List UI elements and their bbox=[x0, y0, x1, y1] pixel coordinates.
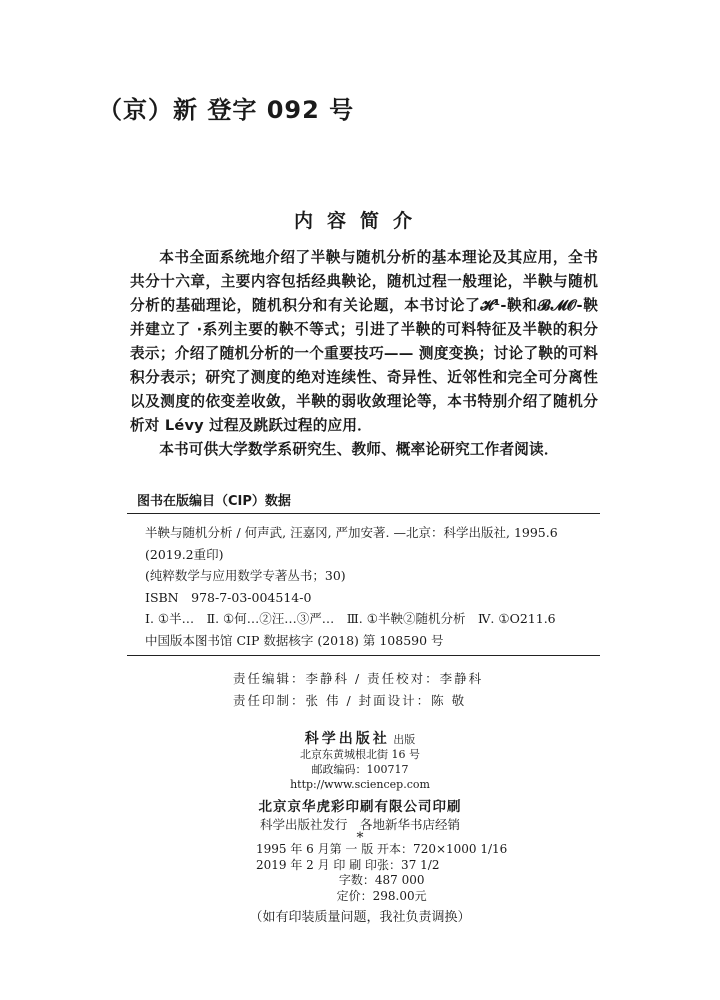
word-count: 字数：487 000 bbox=[338, 873, 425, 887]
cip-line: ISBN 978-7-03-004514-0 bbox=[145, 589, 312, 605]
registration-number: （京）新 登字 092 号 bbox=[98, 96, 355, 124]
cip-data-block bbox=[127, 490, 600, 656]
edition-line: 2019 年 2 月 印 刷 印张：37 1/2 bbox=[256, 857, 440, 872]
editor-credits bbox=[233, 668, 483, 712]
publisher-postcode: 邮政编码：100717 bbox=[311, 763, 409, 776]
edition-line: 1995 年 6 月第 一 版 开本：720×1000 1/16 bbox=[256, 842, 508, 856]
cip-line: (2019.2重印) bbox=[145, 546, 224, 562]
printer-name: 北京京华虎彩印刷有限公司印刷 bbox=[258, 799, 462, 815]
publisher-address: 北京东黄城根北街 16 号 bbox=[300, 748, 420, 761]
cip-line: Ⅰ. ①半… Ⅱ. ①何…②汪…③严… Ⅲ. ①半鞅②随机分析 Ⅳ. ①O211.6 bbox=[145, 611, 556, 626]
returns-note: （如有印装质量问题，我社负责调换） bbox=[249, 910, 471, 925]
publisher-name: 科学出版社 bbox=[304, 731, 390, 747]
separator-star: * bbox=[356, 830, 364, 846]
section-title: 内容简介 bbox=[293, 210, 426, 232]
distribution-line: 科学出版社发行 各地新华书店经销 bbox=[259, 817, 460, 832]
publisher-name-line bbox=[0, 732, 720, 747]
editor-line: 责任编辑：李静科 / 责任校对：李静科 bbox=[233, 671, 484, 686]
cip-lines bbox=[127, 514, 600, 656]
summary-paragraph: 本书全面系统地介绍了半鞅与随机分析的基本理论及其应用，全书共分十六章，主要内容包括经典鞅论，随机过程一般理论，半鞅与随机分析的基础理论，随机积分和有关论题，本书讨论了𝓗¹-鞅和𝓑𝓜𝓞-鞅并建立了 ·系列主要的鞅不等式；引进了半鞅的可料特征及半鞅的积分表示；介绍了随机分析的一个重要技巧—— 测度变换；讨论了鞅的可料积分表示；研究了测度的绝对连续性、奇异性、近邻性和完全可分离性以及测度的依变差收敛，半鞅的弱收敛理论等，本书特别介绍了随机分析对 Lévy 过程及跳跃过程的应用． bbox=[130, 249, 598, 434]
edition-info bbox=[256, 842, 507, 904]
cip-line: 中国版本图书馆 CIP 数据核字 (2018) 第 108590 号 bbox=[145, 632, 444, 648]
publisher-url: http://www.sciencep.com bbox=[290, 778, 430, 791]
price: 定价：298.00元 bbox=[336, 888, 427, 903]
publisher-block bbox=[0, 732, 720, 844]
cip-line: 半鞅与随机分析 / 何声武, 汪嘉冈, 严加安著. —北京：科学出版社, 1995.6 bbox=[145, 525, 558, 540]
publisher-suffix: 出版 bbox=[389, 733, 416, 746]
cip-heading: 图书在版编目（CIP）数据 bbox=[127, 490, 600, 514]
editor-line: 责任印制：张 伟 / 封面设计：陈 敬 bbox=[233, 693, 467, 708]
audience-paragraph: 本书可供大学数学系研究生、教师、概率论研究工作者阅读． bbox=[159, 441, 559, 458]
summary-text bbox=[130, 246, 598, 462]
cip-line: (纯粹数学与应用数学专著丛书；30) bbox=[145, 568, 346, 583]
